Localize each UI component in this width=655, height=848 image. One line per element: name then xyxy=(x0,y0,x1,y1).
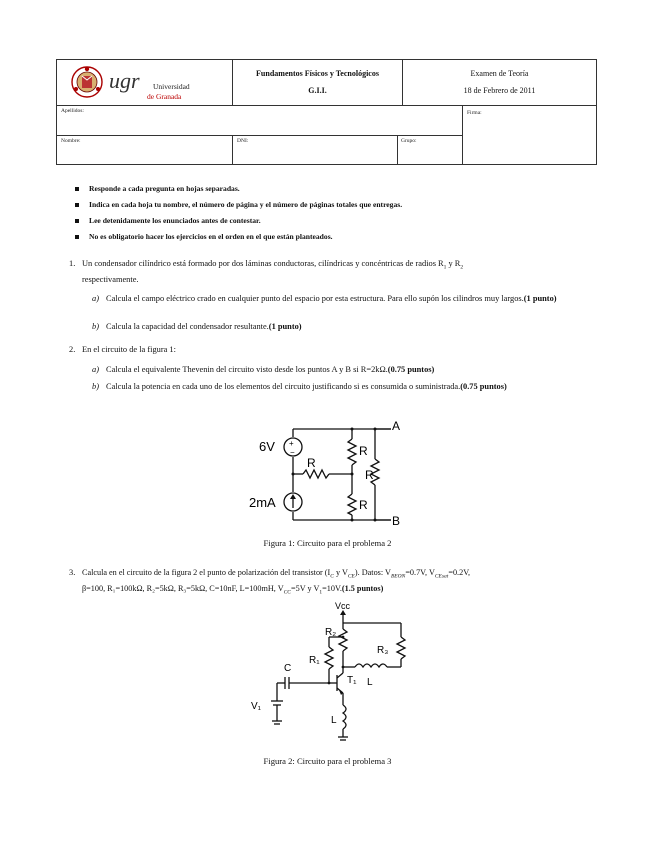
dni-field-label: DNI: xyxy=(237,138,249,144)
fig2-c-label: C xyxy=(284,663,292,674)
header-table xyxy=(56,59,597,165)
university-logo xyxy=(65,64,227,102)
exam-date: 18 de Febrero de 2011 xyxy=(463,86,536,95)
fig2-r1-label: R₁ xyxy=(309,655,320,666)
fig2-v1-label: V₁ xyxy=(251,701,262,712)
fig1-current-label: 2mA xyxy=(249,495,276,510)
instructions-list xyxy=(72,184,592,248)
logo-text: ugr xyxy=(109,68,140,93)
figure-2-caption: Figura 2: Circuito para el problema 3 xyxy=(263,756,392,766)
instruction-item: Indica en cada hoja tu nombre, el número de página y el número de páginas totales que entregas. xyxy=(72,200,592,216)
fig1-node-b: B xyxy=(392,514,401,528)
crest-icon xyxy=(69,64,109,100)
name-field-label: Nombre: xyxy=(61,138,81,144)
exam-page: ugr Universidad de Granada Fundamentos Físicos y Tecnológicos G.I.I. Examen de Teoría 18 de Febrero de 2011 Apellidos: Firma: Nombre: DNI: Grupo: Responde a cada pregunta en hojas separadas. Indica en cada hoja tu nombre, el número de página y el número de páginas totales que entregas. Lee detenidamente los enunciados antes de contestar. No es obligatorio hacer los ejercicios en el orden en el que están planteados. 1. Un condensador cilíndrico está formado por dos láminas conductoras, cilíndricas y concéntricas de radios $R_1$ y $R_2$ respectivamente. a) Calcula el campo eléctrico crado en cualquier punto del espacio por esta estructura. Para ello supón los cilindros muy largos.(1 punto) b) Calcula la capacidad del condensador resultante.(1 punto) 2. En el circuito de la figura 1: a) Calcula el equivalente Thevenin del circuito visto desde los puntos A y B si R=2kΩ.(0.75 puntos) b) Calcula la potencia en cada uno de los elementos del circuito justificando si es consumida o suministrada.(0.75 puntos) + − 6V 2mA R R R R A B Figura 1: Circuito para el problema 2 3. Calcula en el circuito de la figura 2 el punto de polarización del transistor ($I_C$ y $V_{CE}$). Datos: $V_{BEON}=0.7V$, $V_{CEsat}=0.2V$, β=100, R₁=100kΩ, R₂=5kΩ, R₃=5kΩ, C=10nF, L=100mH, $V_{CC}=5V$ y $V_1=10V.(1.5$ puntos) Vcc R₂ R₁ R₃ C T₁ L L V₁ Figura 2: Circuito para el problema 3 xyxy=(0,0,655,848)
instruction-item: Lee detenidamente los enunciados antes de contestar. xyxy=(72,216,592,232)
fig1-node-a: A xyxy=(392,419,401,433)
svg-text:+: + xyxy=(289,439,294,448)
degree-title: G.I.I. xyxy=(308,86,327,95)
fig1-r-mid: R xyxy=(307,456,316,470)
university-name-line1: Universidad xyxy=(153,82,190,91)
fig2-vcc-label: Vcc xyxy=(335,601,351,611)
figure-1-caption: Figura 1: Circuito para el problema 2 xyxy=(263,538,392,548)
instruction-item: No es obligatorio hacer los ejercicios en el orden en el que están planteados. xyxy=(72,232,592,248)
fig2-r2-label: R₂ xyxy=(325,627,337,638)
instruction-item: Responde a cada pregunta en hojas separadas. xyxy=(72,184,592,200)
fig1-r-right: R xyxy=(365,468,374,482)
surname-field-label: Apellidos: xyxy=(61,108,84,114)
course-title: Fundamentos Físicos y Tecnológicos xyxy=(256,69,379,78)
group-field-label: Grupo: xyxy=(401,138,417,144)
fig2-l-label: L xyxy=(367,677,373,688)
fig2-l2-label: L xyxy=(331,715,337,726)
fig2-t1-label: T₁ xyxy=(347,675,357,686)
fig2-r3-label: R₃ xyxy=(377,645,389,656)
signature-field-label: Firma: xyxy=(467,110,482,116)
fig1-r-bottom: R xyxy=(359,498,368,512)
university-name-line2: de Granada xyxy=(147,92,182,101)
figure-2-circuit xyxy=(243,601,413,747)
fig1-voltage-label: 6V xyxy=(259,439,275,454)
svg-text:−: − xyxy=(290,448,295,457)
exam-type: Examen de Teoría xyxy=(470,69,529,78)
fig1-r-top: R xyxy=(359,444,368,458)
figure-1-circuit xyxy=(245,419,425,531)
